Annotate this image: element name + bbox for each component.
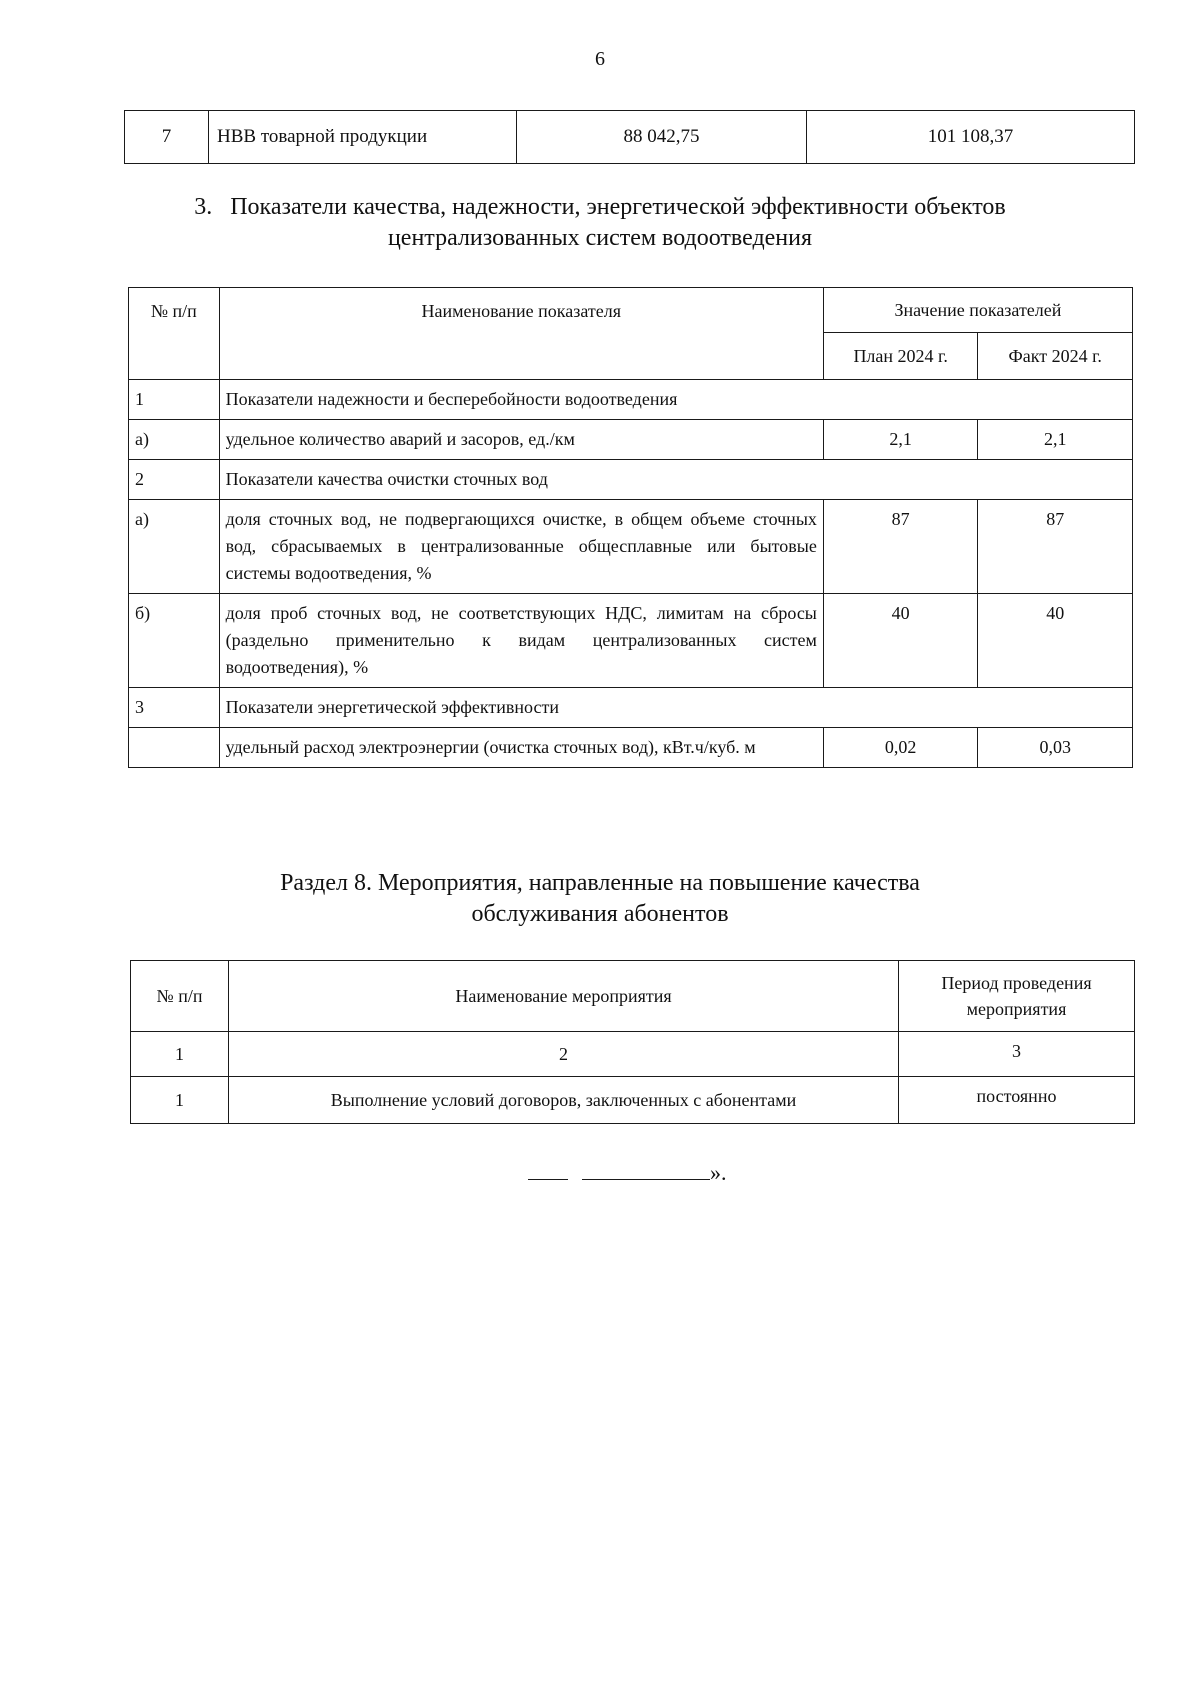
header-period: Период проведения мероприятия	[899, 961, 1135, 1032]
row-number: 1	[131, 1077, 229, 1124]
row-name: удельный расход электроэнергии (очистка сточных вод), кВт.ч/куб. м	[219, 728, 823, 768]
row-fact: 101 108,37	[807, 111, 1135, 164]
row-fact: 0,03	[978, 728, 1133, 768]
row-plan: 88 042,75	[517, 111, 807, 164]
group-title: Показатели энергетической эффективности	[219, 688, 1132, 728]
header-row	[129, 288, 1133, 333]
header-row	[131, 961, 1135, 1032]
group-row	[129, 380, 1133, 420]
row-fact: 2,1	[978, 420, 1133, 460]
indicators-table	[128, 287, 1133, 768]
table-row	[125, 111, 1135, 164]
row-plan: 2,1	[823, 420, 978, 460]
section3-heading	[0, 192, 1200, 254]
row-fact: 87	[978, 500, 1133, 594]
group-number: 1	[129, 380, 220, 420]
group-row	[129, 688, 1133, 728]
section3-title-line1: 3. Показатели качества, надежности, энергетической эффективности объектов	[194, 194, 1006, 220]
table-row	[131, 1077, 1135, 1124]
measures-table	[130, 960, 1135, 1124]
row-number	[129, 728, 220, 768]
signature-line-long	[582, 1161, 710, 1180]
header-values: Значение показателей	[823, 288, 1132, 333]
header-num: № п/п	[131, 961, 229, 1032]
row-plan: 0,02	[823, 728, 978, 768]
group-number: 2	[129, 460, 220, 500]
row-number: а)	[129, 500, 220, 594]
group-row	[129, 460, 1133, 500]
header-fact: Факт 2024 г.	[978, 333, 1133, 380]
section3-title-line2: централизованных систем водоотведения	[387, 225, 813, 251]
row-fact: 40	[978, 594, 1133, 688]
header-num: № п/п	[129, 288, 220, 380]
row-plan: 40	[823, 594, 978, 688]
page-number: 6	[595, 48, 605, 70]
row-name: доля проб сточных вод, не соответствующих НДС, лимитам на сбросы (раздельно применительно к видам централизованных систем водоотведения), %	[219, 594, 823, 688]
closing-quote: ».	[710, 1160, 727, 1185]
col-number-1: 1	[131, 1032, 229, 1077]
table-row	[129, 500, 1133, 594]
row-plan: 87	[823, 500, 978, 594]
group-title: Показатели надежности и бесперебойности водоотведения	[219, 380, 1132, 420]
group-title: Показатели качества очистки сточных вод	[219, 460, 1132, 500]
signature-line-short	[528, 1161, 568, 1180]
group-number: 3	[129, 688, 220, 728]
section8-heading	[0, 868, 1200, 930]
row-name: НВВ товарной продукции	[209, 111, 517, 164]
table-row	[129, 594, 1133, 688]
row-number: а)	[129, 420, 220, 460]
row-name: Выполнение условий договоров, заключенных с абонентами	[229, 1077, 899, 1124]
section8-title-line1: Раздел 8. Мероприятия, направленные на повышение качества	[280, 870, 920, 896]
col-number-3: 3	[899, 1032, 1135, 1077]
row-number: б)	[129, 594, 220, 688]
table-row	[129, 420, 1133, 460]
table-row	[129, 728, 1133, 768]
col-number-2: 2	[229, 1032, 899, 1077]
section8-title-line2: обслуживания абонентов	[471, 901, 729, 927]
header-plan: План 2024 г.	[823, 333, 978, 380]
column-numbers-row	[131, 1032, 1135, 1077]
row-name: доля сточных вод, не подвергающихся очистке, в общем объеме сточных вод, сбрасываемых в централизованные общесплавные или бытовые системы водоотведения, %	[219, 500, 823, 594]
closing-line	[528, 1160, 727, 1186]
header-name: Наименование показателя	[219, 288, 823, 380]
row-number: 7	[125, 111, 209, 164]
row-name: удельное количество аварий и засоров, ед./км	[219, 420, 823, 460]
header-name: Наименование мероприятия	[229, 961, 899, 1032]
row-period: постоянно	[899, 1077, 1135, 1124]
top-table	[124, 110, 1135, 164]
